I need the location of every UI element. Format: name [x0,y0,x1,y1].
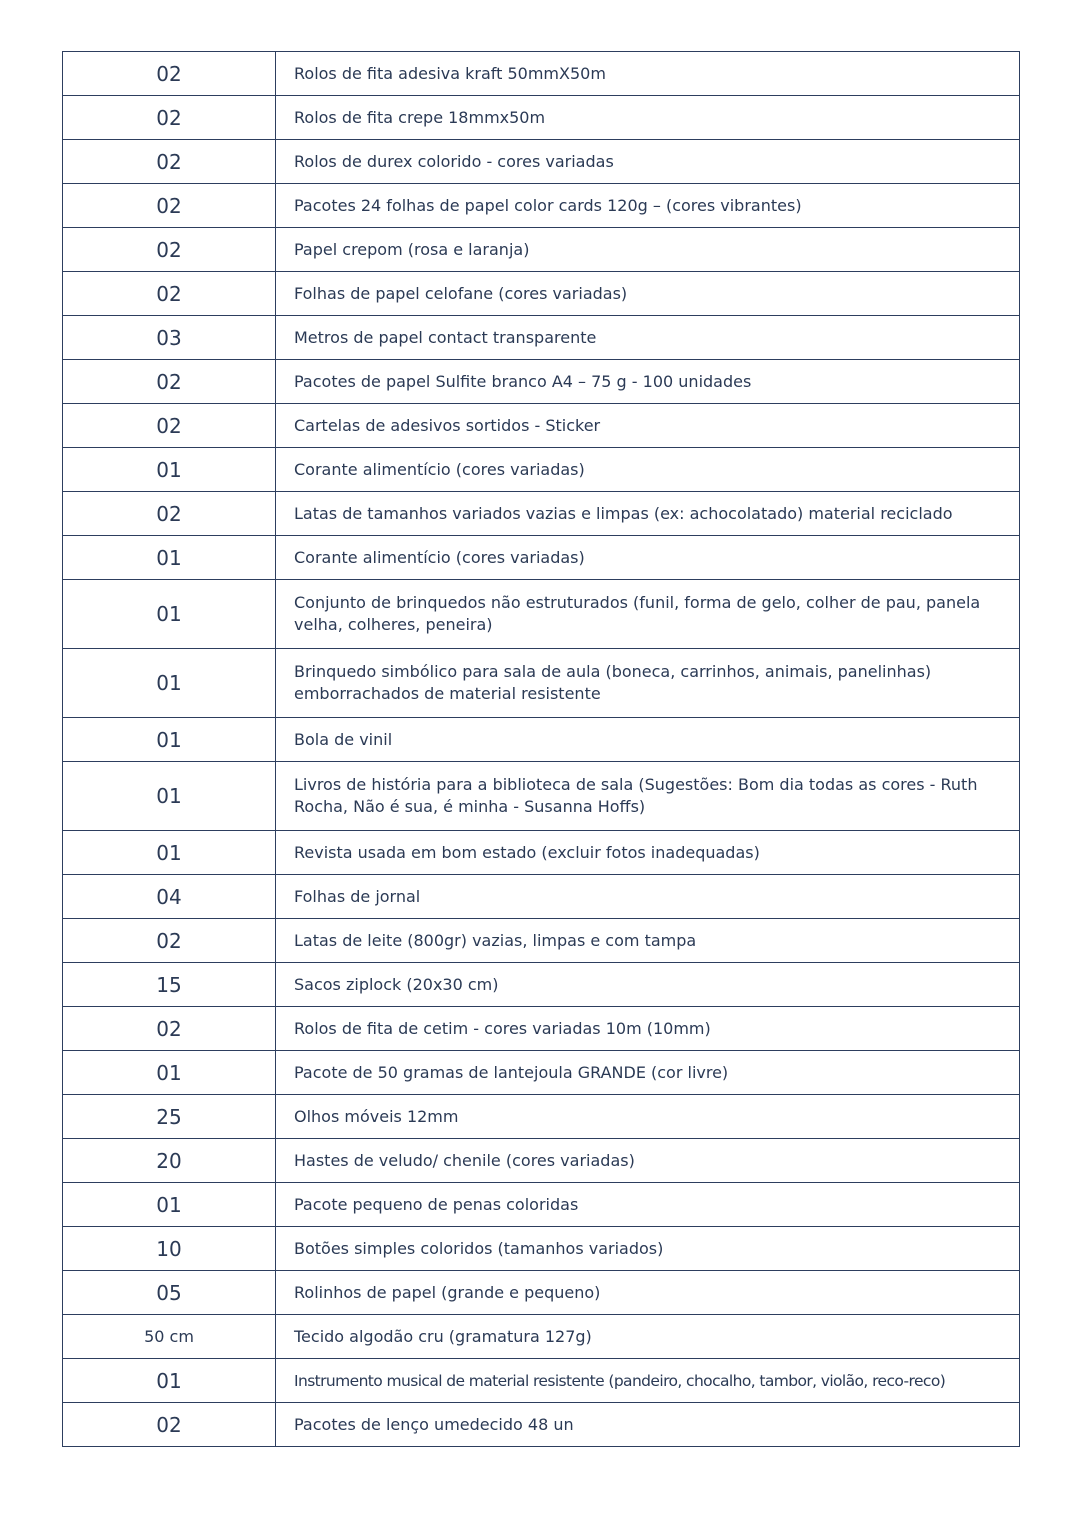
supply-list-body [63,52,1020,1447]
table-row [63,718,1020,762]
supply-list-table [62,51,1020,1447]
description-cell: Bola de vinil [276,718,1020,762]
table-row [63,536,1020,580]
table-row [63,831,1020,875]
description-cell: Rolos de fita adesiva kraft 50mmX50m [276,52,1020,96]
description-cell: Pacotes de lenço umedecido 48 un [276,1403,1020,1447]
quantity-cell: 02 [63,404,276,448]
table-row [63,963,1020,1007]
description-cell: Rolinhos de papel (grande e pequeno) [276,1271,1020,1315]
description-cell: Folhas de jornal [276,875,1020,919]
quantity-cell: 50 cm [63,1315,276,1359]
table-row [63,762,1020,831]
table-row [63,1095,1020,1139]
table-row [63,52,1020,96]
description-cell: Metros de papel contact transparente [276,316,1020,360]
quantity-cell: 02 [63,272,276,316]
description-cell: Botões simples coloridos (tamanhos variados) [276,1227,1020,1271]
table-row [63,1315,1020,1359]
table-row [63,1007,1020,1051]
description-cell: Pacotes de papel Sulfite branco A4 – 75 g - 100 unidades [276,360,1020,404]
table-row [63,404,1020,448]
table-row [63,492,1020,536]
description-cell: Livros de história para a biblioteca de sala (Sugestões: Bom dia todas as cores - Ruth Rocha, Não é sua, é minha - Susanna Hoffs) [276,762,1020,831]
description-cell: Cartelas de adesivos sortidos - Sticker [276,404,1020,448]
quantity-cell: 01 [63,718,276,762]
description-cell: Instrumento musical de material resistente (pandeiro, chocalho, tambor, violão, reco-reco) [276,1359,1020,1403]
table-row [63,580,1020,649]
description-cell: Olhos móveis 12mm [276,1095,1020,1139]
quantity-cell: 02 [63,1403,276,1447]
table-row [63,96,1020,140]
table-row [63,184,1020,228]
description-cell: Pacote pequeno de penas coloridas [276,1183,1020,1227]
quantity-cell: 01 [63,448,276,492]
table-row [63,316,1020,360]
table-row [63,360,1020,404]
description-cell: Conjunto de brinquedos não estruturados (funil, forma de gelo, colher de pau, panela velha, colheres, peneira) [276,580,1020,649]
table-row [63,448,1020,492]
quantity-cell: 10 [63,1227,276,1271]
table-row [63,1051,1020,1095]
quantity-cell: 02 [63,184,276,228]
description-cell: Pacotes 24 folhas de papel color cards 120g – (cores vibrantes) [276,184,1020,228]
description-cell: Corante alimentício (cores variadas) [276,448,1020,492]
quantity-cell: 02 [63,52,276,96]
table-row [63,1183,1020,1227]
description-cell: Tecido algodão cru (gramatura 127g) [276,1315,1020,1359]
table-row [63,1271,1020,1315]
table-row [63,1403,1020,1447]
quantity-cell: 01 [63,1051,276,1095]
description-cell: Revista usada em bom estado (excluir fotos inadequadas) [276,831,1020,875]
description-cell: Corante alimentício (cores variadas) [276,536,1020,580]
description-cell: Papel crepom (rosa e laranja) [276,228,1020,272]
quantity-cell: 02 [63,360,276,404]
description-cell: Brinquedo simbólico para sala de aula (boneca, carrinhos, animais, panelinhas) emborrachados de material resistente [276,649,1020,718]
table-row [63,1227,1020,1271]
quantity-cell: 02 [63,492,276,536]
quantity-cell: 04 [63,875,276,919]
description-cell: Rolos de fita crepe 18mmx50m [276,96,1020,140]
quantity-cell: 01 [63,762,276,831]
quantity-cell: 05 [63,1271,276,1315]
quantity-cell: 20 [63,1139,276,1183]
table-row [63,272,1020,316]
description-cell: Rolos de fita de cetim - cores variadas 10m (10mm) [276,1007,1020,1051]
quantity-cell: 01 [63,649,276,718]
quantity-cell: 02 [63,96,276,140]
table-row [63,140,1020,184]
description-cell: Rolos de durex colorido - cores variadas [276,140,1020,184]
quantity-cell: 25 [63,1095,276,1139]
table-row [63,919,1020,963]
quantity-cell: 03 [63,316,276,360]
quantity-cell: 02 [63,228,276,272]
table-row [63,228,1020,272]
description-cell: Pacote de 50 gramas de lantejoula GRANDE (cor livre) [276,1051,1020,1095]
quantity-cell: 01 [63,831,276,875]
quantity-cell: 01 [63,536,276,580]
quantity-cell: 01 [63,1183,276,1227]
description-cell: Hastes de veludo/ chenile (cores variadas) [276,1139,1020,1183]
description-cell: Folhas de papel celofane (cores variadas) [276,272,1020,316]
table-row [63,875,1020,919]
table-row [63,649,1020,718]
quantity-cell: 02 [63,1007,276,1051]
description-cell: Sacos ziplock (20x30 cm) [276,963,1020,1007]
description-cell: Latas de leite (800gr) vazias, limpas e com tampa [276,919,1020,963]
quantity-cell: 15 [63,963,276,1007]
table-row [63,1139,1020,1183]
quantity-cell: 02 [63,140,276,184]
quantity-cell: 01 [63,580,276,649]
table-row [63,1359,1020,1403]
description-cell: Latas de tamanhos variados vazias e limpas (ex: achocolatado) material reciclado [276,492,1020,536]
quantity-cell: 02 [63,919,276,963]
quantity-cell: 01 [63,1359,276,1403]
